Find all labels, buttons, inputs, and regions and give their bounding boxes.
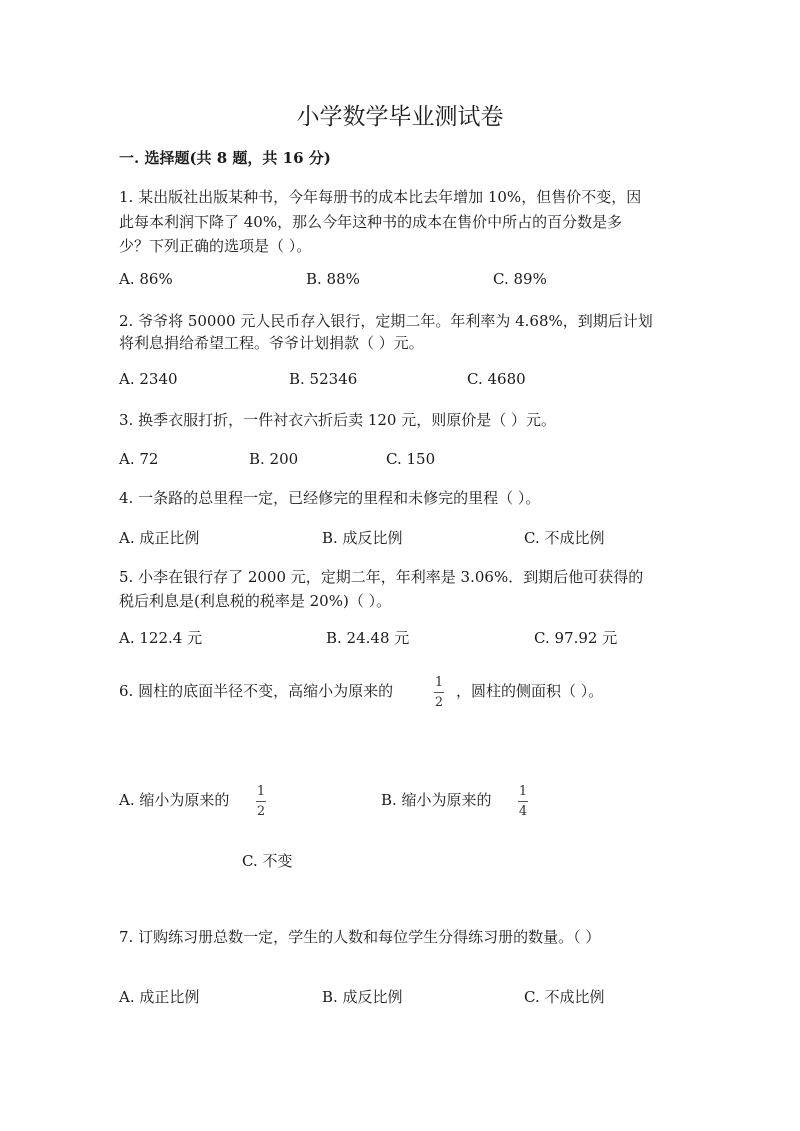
fraction [256,784,266,819]
option-b[interactable]: B. 88% [306,270,360,288]
question-text-line: 2. 爷爷将 50000 元人民币存入银行，定期二年。年利率为 4.68%，到期后计划 [119,312,653,330]
fraction [518,784,528,819]
fraction-numerator: 1 [518,784,528,799]
question-text-line: 7. 订购练习册总数一定，学生的人数和每位学生分得练习册的数量。（ ） [119,928,601,946]
question-text-line: 4. 一条路的总里程一定，已经修完的里程和未修完的里程（ ）。 [119,489,541,507]
fraction-bar [256,801,266,802]
fraction-denominator: 2 [434,695,444,710]
option-c[interactable]: C. 不成比例 [524,988,605,1006]
option-c[interactable]: C. 150 [386,450,436,468]
question-text-line: 5. 小李在银行存了 2000 元，定期二年，年利率是 3.06%．到期后他可获得的 [119,568,644,586]
option-b[interactable]: B. 200 [249,450,299,468]
option-a[interactable]: A. 成正比例 [119,529,200,547]
question-text-line: 税后利息是(利息税的税率是 20%)（ ）。 [119,592,392,610]
option-c[interactable]: C. 不变 [242,852,293,870]
question-text-line: 3. 换季衣服打折，一件衬衣六折后卖 120 元，则原价是（ ）元。 [119,411,557,429]
question-text-line: 6. 圆柱的底面半径不变，高缩小为原来的 [119,682,394,700]
option-c[interactable]: C. 不成比例 [524,529,605,547]
section-heading: 一. 选择题(共 8 题，共 16 分) [119,149,331,167]
option-a[interactable]: A. 2340 [119,370,178,388]
fraction-numerator: 1 [256,784,266,799]
option-a[interactable]: A. 122.4 元 [119,629,203,647]
question-text-line: 少？下列正确的选项是（ ）。 [119,237,312,255]
option-a[interactable]: A. 86% [119,270,173,288]
question-text-line: 此每本利润下降了 40%，那么今年这种书的成本在售价中所占的百分数是多 [119,213,623,231]
option-b[interactable]: B. 24.48 元 [326,629,410,647]
question-text-line: 将利息捐给希望工程。爷爷计划捐款（ ）元。 [119,334,424,352]
fraction-bar [434,692,444,693]
fraction-denominator: 4 [518,804,528,819]
fraction-bar [518,801,528,802]
option-a[interactable]: A. 72 [119,450,159,468]
option-text: B. 缩小为原来的 [381,791,492,809]
question-text-line: 1. 某出版社出版某种书，今年每册书的成本比去年增加 10%，但售价不变，因 [119,188,642,206]
fraction [434,675,444,710]
option-a[interactable]: A. 成正比例 [119,988,200,1006]
option-b[interactable]: B. 52346 [289,370,358,388]
option-c[interactable]: C. 97.92 元 [534,629,618,647]
option-text: A. 缩小为原来的 [119,791,230,809]
fraction-numerator: 1 [434,675,444,690]
option-c[interactable]: C. 89% [493,270,547,288]
fraction-denominator: 2 [256,804,266,819]
option-c[interactable]: C. 4680 [467,370,526,388]
option-b[interactable]: B. 成反比例 [322,529,403,547]
question-text-line: ，圆柱的侧面积（ ）。 [456,682,604,700]
page-title: 小学数学毕业测试卷 [296,104,504,130]
option-b[interactable]: B. 成反比例 [322,988,403,1006]
